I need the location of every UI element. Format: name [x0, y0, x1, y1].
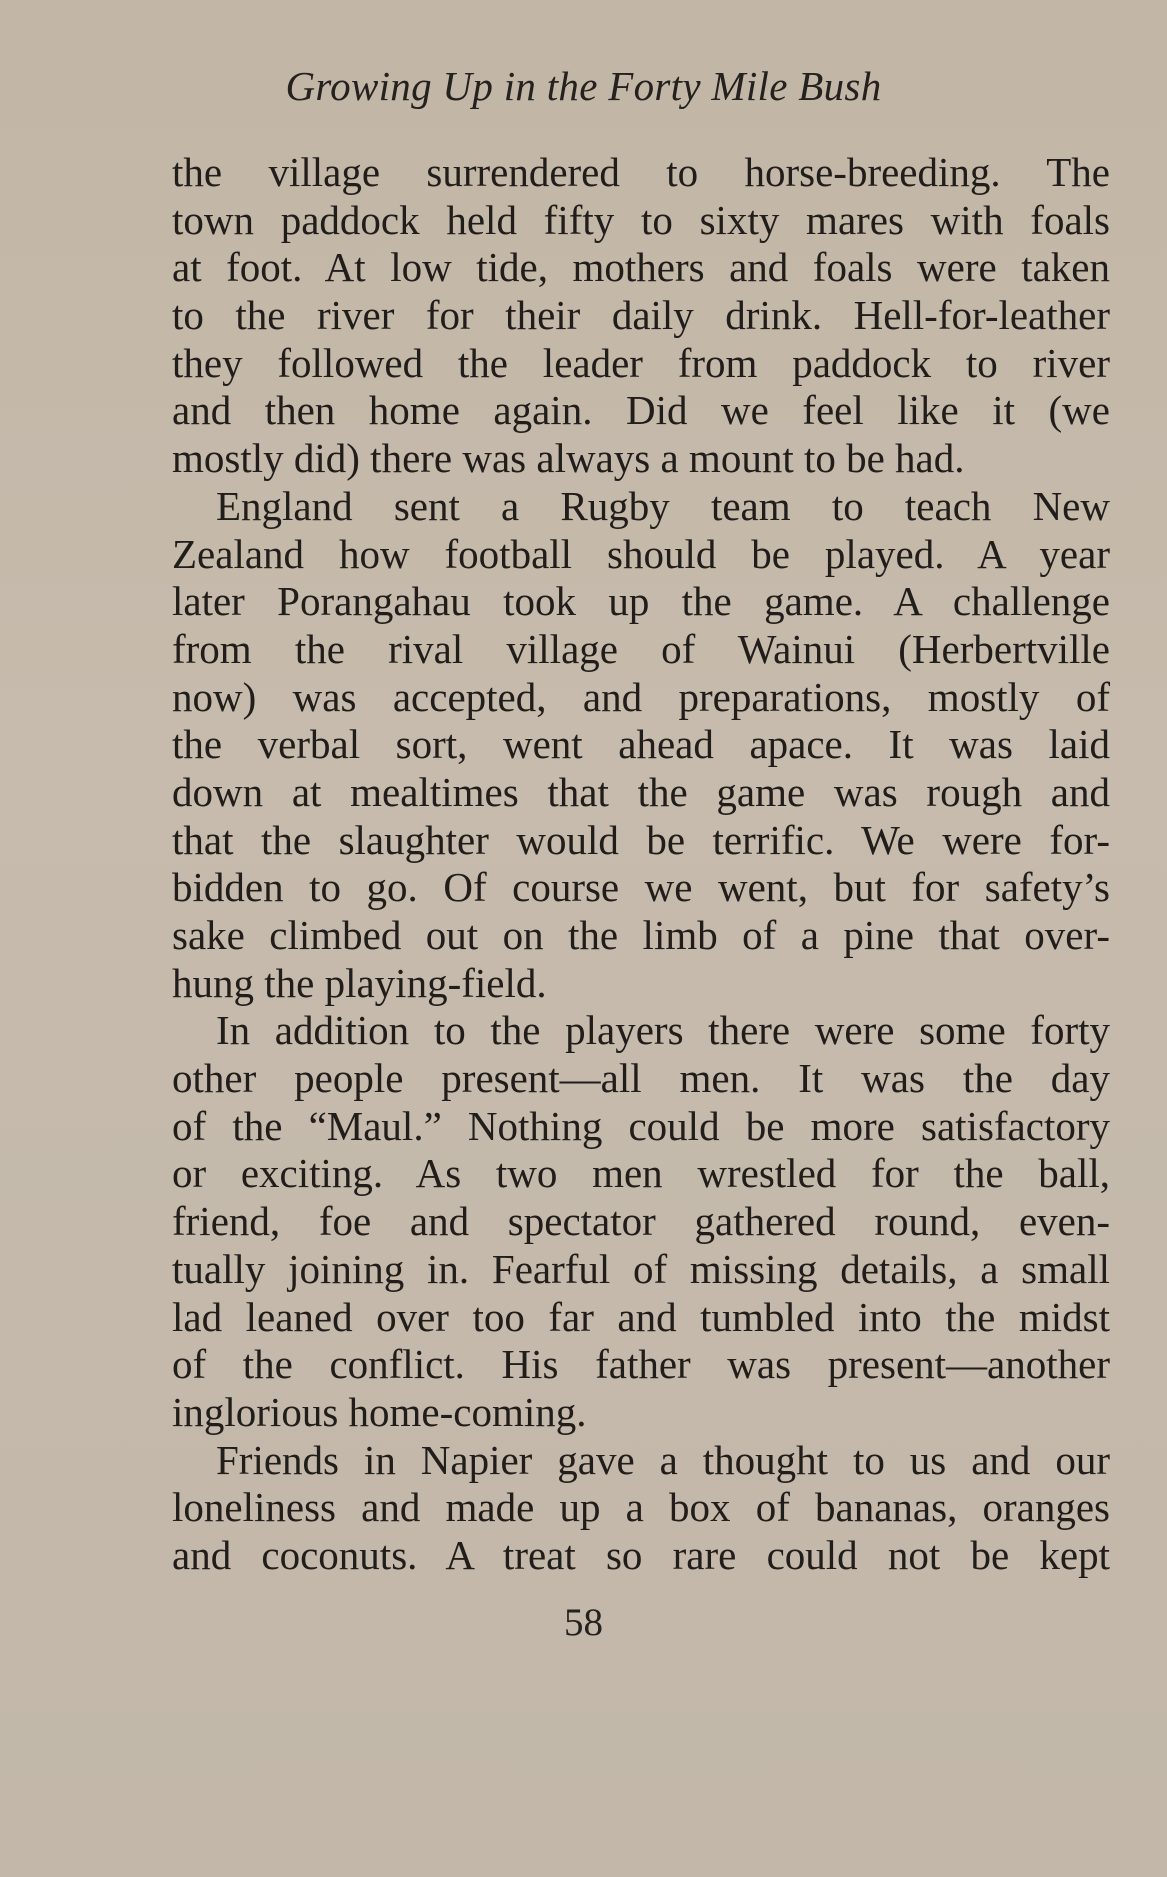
text-line: of the “Maul.” Nothing could be more satisfactory	[172, 1102, 1110, 1149]
text-line: hung the playing-field.	[172, 959, 547, 1006]
text-line: other people present—all men. It was the day	[172, 1055, 1110, 1102]
running-head: Growing Up in the Forty Mile Bush	[285, 63, 882, 109]
text-line: and then home again. Did we feel like it (we	[172, 387, 1110, 434]
paragraph-start-line: England sent a Rugby team to teach New	[216, 482, 1110, 529]
paragraph-start-line: Friends in Napier gave a thought to us and our	[216, 1436, 1110, 1483]
text-line: friend, foe and spectator gathered round, even-	[172, 1198, 1110, 1245]
text-line: the village surrendered to horse-breeding. The	[172, 149, 1110, 195]
text-line: the verbal sort, went ahead apace. It was laid	[172, 721, 1110, 768]
text-line: Zealand how football should be played. A year	[172, 530, 1110, 577]
page-number: 58	[564, 1601, 603, 1644]
paragraph-start-line: In addition to the players there were some forty	[216, 1007, 1110, 1054]
text-line: town paddock held fifty to sixty mares with foals	[172, 196, 1110, 243]
text-line: that the slaughter would be terrific. We were for-	[172, 816, 1110, 863]
body-text	[172, 149, 1110, 1580]
text-line: inglorious home-coming.	[172, 1388, 587, 1435]
text-line: lad leaned over too far and tumbled into the midst	[172, 1293, 1110, 1340]
text-line: and coconuts. A treat so rare could not be kept	[172, 1531, 1110, 1578]
text-line: to the river for their daily drink. Hell-for-leather	[172, 292, 1110, 339]
text-line: bidden to go. Of course we went, but for safety’s	[172, 864, 1110, 911]
text-line: mostly did) there was always a mount to be had.	[172, 435, 965, 482]
text-line: from the rival village of Wainui (Herbertville	[172, 625, 1110, 672]
text-line: loneliness and made up a box of bananas, oranges	[172, 1484, 1110, 1531]
text-line: at foot. At low tide, mothers and foals were taken	[172, 244, 1110, 291]
text-line: now) was accepted, and preparations, mostly of	[172, 673, 1110, 720]
text-line: they followed the leader from paddock to river	[172, 339, 1110, 386]
text-line: down at mealtimes that the game was rough and	[172, 768, 1110, 815]
text-line: or exciting. As two men wrestled for the ball,	[172, 1150, 1110, 1197]
text-line: later Porangahau took up the game. A challenge	[172, 578, 1110, 625]
text-line: sake climbed out on the limb of a pine that over-	[172, 912, 1110, 958]
text-line: of the conflict. His father was present—another	[172, 1341, 1110, 1388]
text-line: tually joining in. Fearful of missing details, a small	[172, 1245, 1110, 1292]
